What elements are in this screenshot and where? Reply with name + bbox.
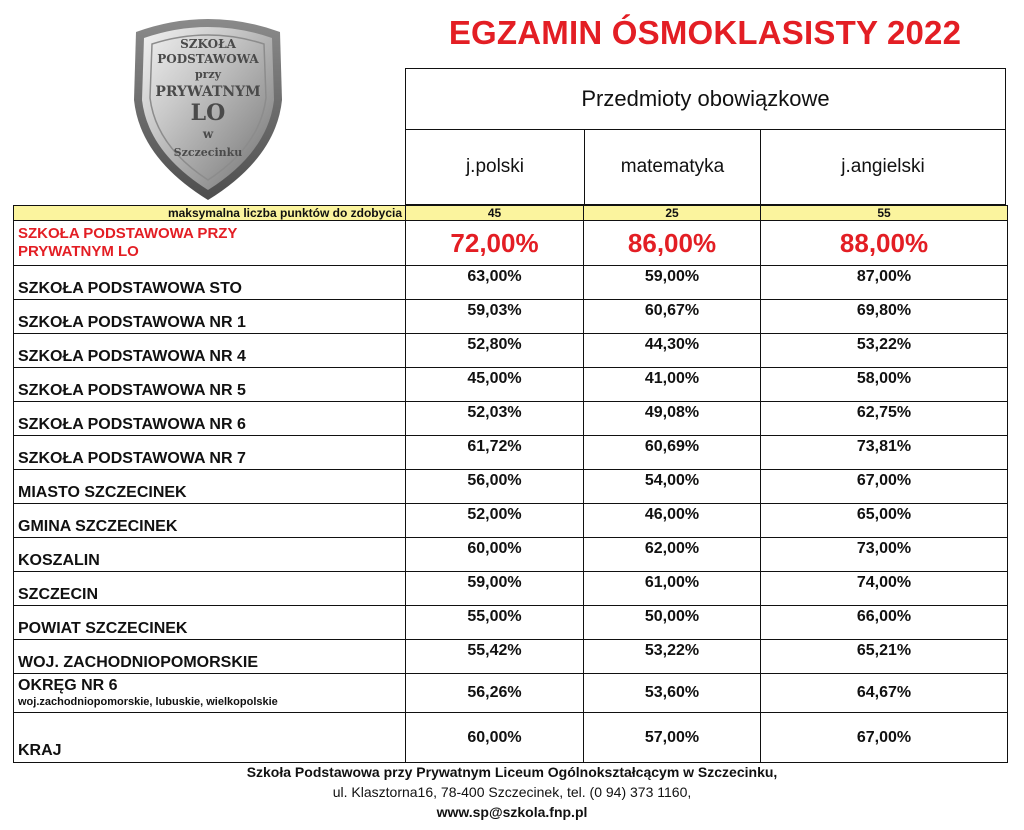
country-english: 67,00% [761,713,1008,763]
max-points-polish: 45 [406,206,584,221]
region-note: woj.zachodniopomorskie, lubuskie, wielkopolskie [18,696,278,708]
row-name: SZKOŁA PODSTAWOWA NR 7 [14,436,406,470]
row-math: 41,00% [584,368,761,402]
crest-text-3: przy [194,68,222,81]
region-row [14,674,1008,713]
table-row [14,300,1008,334]
row-polish: 56,00% [406,470,584,504]
subject-math: matematyka [584,129,760,204]
max-points-english: 55 [761,206,1008,221]
row-name: SZKOŁA PODSTAWOWA NR 1 [14,300,406,334]
table-row [14,572,1008,606]
subjects-group-header: Przedmioty obowiązkowe [405,68,1006,130]
row-math: 46,00% [584,504,761,538]
row-polish: 59,00% [406,572,584,606]
row-polish: 59,03% [406,300,584,334]
region-name: OKRĘG NR 6 [18,677,118,694]
crest-text-4: PRYWATNYM [155,84,261,100]
row-english: 67,00% [761,470,1008,504]
row-english: 65,21% [761,640,1008,674]
table-row [14,470,1008,504]
row-english: 87,00% [761,266,1008,300]
crest-text-7: Szczecinku [173,146,243,159]
country-polish: 60,00% [406,713,584,763]
row-english: 69,80% [761,300,1008,334]
region-name-cell [14,674,406,713]
country-name: KRAJ [14,713,406,763]
region-polish: 56,26% [406,674,584,713]
max-points-row [14,206,1008,221]
row-math: 61,00% [584,572,761,606]
row-name: SZCZECIN [14,572,406,606]
page-title: EGZAMIN ÓSMOKLASISTY 2022 [448,14,962,51]
footer-school-name: Szkoła Podstawowa przy Prywatnym Liceum Ogólnokształcącym w Szczecinku, [246,764,778,780]
table-row [14,368,1008,402]
table-row [14,436,1008,470]
row-polish: 45,00% [406,368,584,402]
row-polish: 55,00% [406,606,584,640]
row-english: 66,00% [761,606,1008,640]
row-english: 65,00% [761,504,1008,538]
row-name: SZKOŁA PODSTAWOWA STO [14,266,406,300]
crest-text-2: PODSTAWOWA [157,52,259,66]
country-math: 57,00% [584,713,761,763]
table-row [14,606,1008,640]
highlight-school-row [14,221,1008,266]
row-math: 60,69% [584,436,761,470]
row-math: 44,30% [584,334,761,368]
row-polish: 55,42% [406,640,584,674]
row-math: 49,08% [584,402,761,436]
row-english: 74,00% [761,572,1008,606]
row-polish: 61,72% [406,436,584,470]
subject-english: j.angielski [760,129,1005,204]
highlight-english: 88,00% [761,221,1008,266]
row-name: GMINA SZCZECINEK [14,504,406,538]
highlight-school-name-line1: SZKOŁA PODSTAWOWA PRZY [18,225,238,242]
row-english: 58,00% [761,368,1008,402]
crest-text-6: w [202,127,214,141]
row-name: SZKOŁA PODSTAWOWA NR 5 [14,368,406,402]
row-name: POWIAT SZCZECINEK [14,606,406,640]
table-row [14,402,1008,436]
table-row [14,538,1008,572]
region-english: 64,67% [761,674,1008,713]
max-points-label: maksymalna liczba punktów do zdobycia [14,206,406,221]
highlight-school-name [14,221,406,266]
row-name: WOJ. ZACHODNIOPOMORSKIE [14,640,406,674]
row-math: 59,00% [584,266,761,300]
country-row [14,713,1008,763]
table-row [14,334,1008,368]
row-math: 54,00% [584,470,761,504]
footer-website: www.sp@szkola.fnp.pl [436,804,588,820]
row-polish: 52,03% [406,402,584,436]
table-row [14,640,1008,674]
row-math: 50,00% [584,606,761,640]
row-math: 60,67% [584,300,761,334]
row-english: 73,00% [761,538,1008,572]
row-name: MIASTO SZCZECINEK [14,470,406,504]
highlight-school-name-line2: PRYWATNYM LO [18,243,139,260]
school-crest-logo [116,8,300,204]
highlight-polish: 72,00% [406,221,584,266]
row-polish: 52,80% [406,334,584,368]
region-math: 53,60% [584,674,761,713]
row-english: 73,81% [761,436,1008,470]
max-points-math: 25 [584,206,761,221]
row-polish: 60,00% [406,538,584,572]
footer [0,762,1024,822]
table-row [14,266,1008,300]
row-name: KOSZALIN [14,538,406,572]
subject-polish: j.polski [465,155,525,177]
table-row [14,504,1008,538]
crest-text-1: SZKOŁA [180,37,236,51]
row-name: SZKOŁA PODSTAWOWA NR 4 [14,334,406,368]
row-english: 53,22% [761,334,1008,368]
highlight-math: 86,00% [584,221,761,266]
row-math: 62,00% [584,538,761,572]
row-polish: 63,00% [406,266,584,300]
row-polish: 52,00% [406,504,584,538]
row-name: SZKOŁA PODSTAWOWA NR 6 [14,402,406,436]
row-math: 53,22% [584,640,761,674]
footer-address: ul. Klasztorna16, 78-400 Szczecinek, tel. (0 94) 373 1160, [332,784,692,800]
results-table [13,205,1008,763]
row-english: 62,75% [761,402,1008,436]
crest-text-5: LO [190,100,226,126]
subjects-header-row [405,129,1006,205]
